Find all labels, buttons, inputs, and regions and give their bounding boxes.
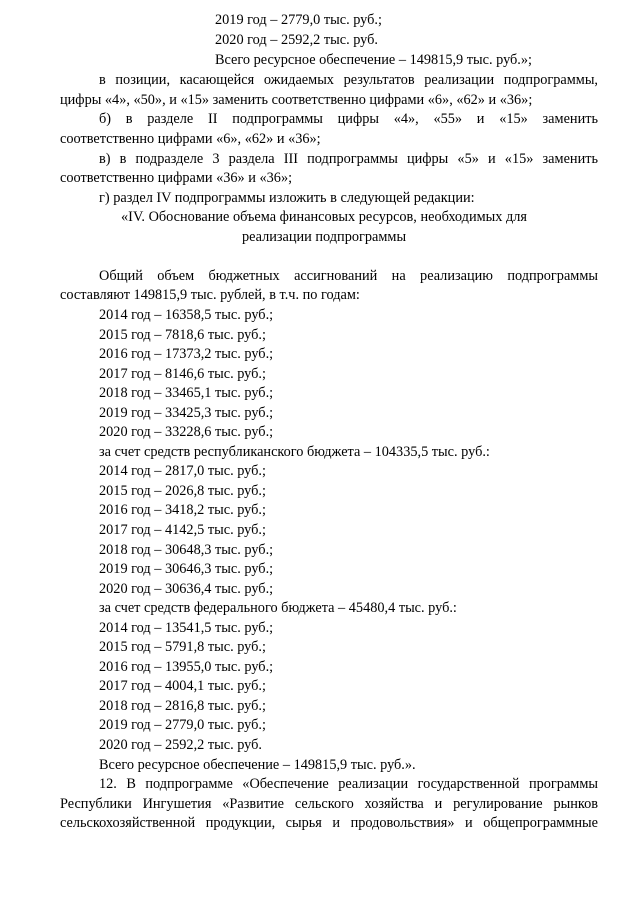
list-item: 2015 год – 7818,6 тыс. руб.; — [99, 327, 266, 343]
para-a-line-2: цифры «4», «50», и «15» заменить соответственно цифрами «6», «62» и «36»; — [60, 92, 533, 108]
para-12-line-1: 12. В подпрограмме «Обеспечение реализации государственной программы — [99, 776, 598, 792]
list-item: 2018 год – 33465,1 тыс. руб.; — [99, 385, 274, 401]
total-para-line-2: составляют 149815,9 тыс. рублей, в т.ч. по годам: — [60, 287, 360, 303]
list-item: 2015 год – 2026,8 тыс. руб.; — [99, 483, 266, 499]
para-b-line-1: б) в разделе II подпрограммы цифры «4», «55» и «15» заменить — [99, 111, 598, 127]
list-item: 2017 год – 4004,1 тыс. руб.; — [99, 678, 266, 694]
list-item: 2019 год – 30646,3 тыс. руб.; — [99, 561, 274, 577]
total-para-line-1: Общий объем бюджетных ассигнований на реализацию подпрограммы — [99, 268, 598, 284]
top-line-total: Всего ресурсное обеспечение – 149815,9 тыс. руб.»; — [215, 52, 533, 68]
list-item: 2020 год – 33228,6 тыс. руб.; — [99, 424, 274, 440]
list-item: 2014 год – 13541,5 тыс. руб.; — [99, 620, 274, 636]
list-item: 2020 год – 2592,2 тыс. руб. — [99, 737, 262, 753]
top-line-2020: 2020 год – 2592,2 тыс. руб. — [215, 32, 378, 48]
top-line-2019: 2019 год – 2779,0 тыс. руб.; — [215, 12, 382, 28]
para-12-line-2: Республики Ингушетия «Развитие сельского хозяйства и регулирование рынков — [60, 796, 598, 812]
list-item: 2017 год – 8146,6 тыс. руб.; — [99, 366, 266, 382]
para-v-line-2: соответственно цифрами «36» и «36»; — [60, 170, 293, 186]
list-item: 2019 год – 33425,3 тыс. руб.; — [99, 405, 274, 421]
list-item: 2019 год – 2779,0 тыс. руб.; — [99, 717, 266, 733]
list-item: 2016 год – 3418,2 тыс. руб.; — [99, 502, 266, 518]
list-item: 2014 год – 2817,0 тыс. руб.; — [99, 463, 266, 479]
para-v-line-1: в) в подразделе 3 раздела III подпрограммы цифры «5» и «15» заменить — [99, 151, 598, 167]
section-heading-line-1: «IV. Обоснование объема финансовых ресурсов, необходимых для — [121, 209, 527, 225]
federal-budget-header: за счет средств федерального бюджета – 45480,4 тыс. руб.: — [99, 600, 457, 616]
list-item: 2017 год – 4142,5 тыс. руб.; — [99, 522, 266, 538]
para-b-line-2: соответственно цифрами «6», «62» и «36»; — [60, 131, 321, 147]
republic-budget-header: за счет средств республиканского бюджета – 104335,5 тыс. руб.: — [99, 444, 490, 460]
list-item: 2014 год – 16358,5 тыс. руб.; — [99, 307, 274, 323]
list-item: 2020 год – 30636,4 тыс. руб.; — [99, 581, 274, 597]
list-item: 2015 год – 5791,8 тыс. руб.; — [99, 639, 266, 655]
para-g: г) раздел IV подпрограммы изложить в следующей редакции: — [99, 190, 475, 206]
list-item: 2016 год – 13955,0 тыс. руб.; — [99, 659, 274, 675]
grand-total: Всего ресурсное обеспечение – 149815,9 тыс. руб.». — [99, 757, 416, 773]
list-item: 2018 год – 30648,3 тыс. руб.; — [99, 542, 274, 558]
section-heading-line-2: реализации подпрограммы — [241, 229, 407, 245]
list-item: 2016 год – 17373,2 тыс. руб.; — [99, 346, 274, 362]
para-a-line-1: в позиции, касающейся ожидаемых результатов реализации подпрограммы, — [99, 72, 598, 88]
para-12-line-3: сельскохозяйственной продукции, сырья и продовольствия» и общепрограммные — [60, 815, 598, 831]
list-item: 2018 год – 2816,8 тыс. руб.; — [99, 698, 266, 714]
